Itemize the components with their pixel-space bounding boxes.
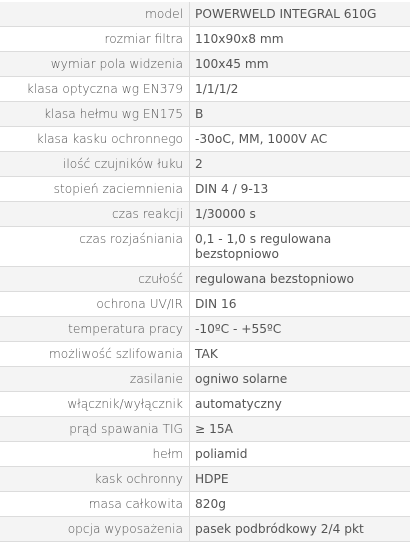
spec-row [0, 517, 410, 542]
spec-value: 100x45 mm [190, 52, 410, 77]
spec-row [0, 317, 410, 342]
spec-label: możliwość szlifowania [0, 342, 190, 367]
spec-row [0, 292, 410, 317]
spec-label: hełm [0, 442, 190, 467]
spec-value: HDPE [190, 467, 410, 492]
spec-value: DIN 16 [190, 292, 410, 317]
spec-row [0, 152, 410, 177]
spec-row [0, 467, 410, 492]
spec-row [0, 127, 410, 152]
spec-label: zasilanie [0, 367, 190, 392]
spec-label: model [0, 2, 190, 27]
spec-label: kask ochronny [0, 467, 190, 492]
spec-label: temperatura pracy [0, 317, 190, 342]
spec-row [0, 2, 410, 27]
spec-value: 1/30000 s [190, 202, 410, 227]
spec-value: 0,1 - 1,0 s regulowana bezstopniowo [190, 227, 410, 267]
spec-row [0, 227, 410, 267]
spec-value: pasek podbródkowy 2/4 pkt [190, 517, 410, 542]
spec-label: czułość [0, 267, 190, 292]
spec-value: regulowana bezstopniowo [190, 267, 410, 292]
spec-label: czas rozjaśniania [0, 227, 190, 267]
spec-label: rozmiar filtra [0, 27, 190, 52]
spec-table [0, 2, 410, 542]
spec-label: prąd spawania TIG [0, 417, 190, 442]
spec-value: -10ºC - +55ºC [190, 317, 410, 342]
spec-row [0, 202, 410, 227]
spec-row [0, 27, 410, 52]
spec-value: 820g [190, 492, 410, 517]
spec-value: 1/1/1/2 [190, 77, 410, 102]
spec-label: włącznik/wyłącznik [0, 392, 190, 417]
spec-row [0, 177, 410, 202]
spec-row [0, 392, 410, 417]
spec-label: stopień zaciemnienia [0, 177, 190, 202]
spec-value: 110x90x8 mm [190, 27, 410, 52]
spec-row [0, 442, 410, 467]
spec-label: opcja wyposażenia [0, 517, 190, 542]
spec-label: masa całkowita [0, 492, 190, 517]
spec-row [0, 492, 410, 517]
spec-value: automatyczny [190, 392, 410, 417]
spec-label: ochrona UV/IR [0, 292, 190, 317]
spec-value: ≥ 15A [190, 417, 410, 442]
spec-row [0, 342, 410, 367]
spec-value: B [190, 102, 410, 127]
spec-label: ilość czujników łuku [0, 152, 190, 177]
spec-value: -30oC, MM, 1000V AC [190, 127, 410, 152]
spec-value: POWERWELD INTEGRAL 610G [190, 2, 410, 27]
spec-table-body [0, 2, 410, 542]
spec-label: czas reakcji [0, 202, 190, 227]
spec-label: klasa kasku ochronnego [0, 127, 190, 152]
spec-label: wymiar pola widzenia [0, 52, 190, 77]
spec-value: ogniwo solarne [190, 367, 410, 392]
spec-value: TAK [190, 342, 410, 367]
spec-row [0, 417, 410, 442]
spec-value: poliamid [190, 442, 410, 467]
spec-row [0, 77, 410, 102]
spec-label: klasa optyczna wg EN379 [0, 77, 190, 102]
spec-row [0, 367, 410, 392]
spec-value: 2 [190, 152, 410, 177]
spec-label: klasa hełmu wg EN175 [0, 102, 190, 127]
spec-row [0, 267, 410, 292]
spec-value: DIN 4 / 9-13 [190, 177, 410, 202]
spec-row [0, 52, 410, 77]
spec-row [0, 102, 410, 127]
